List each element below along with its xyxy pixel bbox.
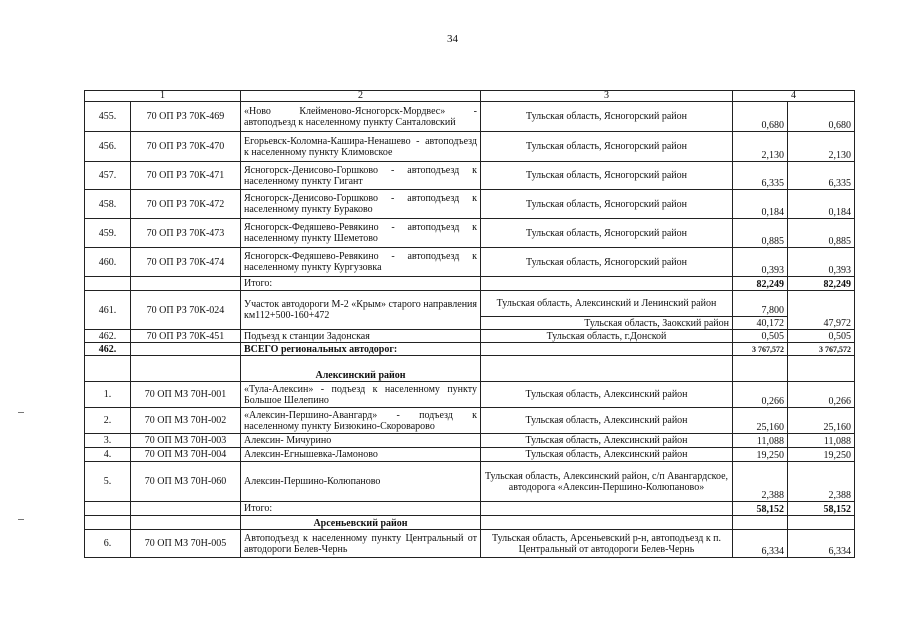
table-row xyxy=(85,448,855,462)
road-total: 6,335 xyxy=(788,162,855,190)
row-number: 459. xyxy=(85,219,131,248)
row-number: 455. xyxy=(85,102,131,132)
row-number: 460. xyxy=(85,248,131,277)
row-number: 456. xyxy=(85,132,131,162)
road-name: Ясногорск-Федяшево-Ревякино - автоподъезд к населенному пункту Шеметово xyxy=(241,219,481,248)
margin-mark xyxy=(18,519,24,520)
road-name: Алексин- Мичурино xyxy=(241,434,481,448)
road-length: 25,160 xyxy=(733,408,788,434)
row-number: 458. xyxy=(85,190,131,219)
subtotal-label: Итого: xyxy=(241,277,481,291)
road-location: Тульская область, Ясногорский район xyxy=(481,219,733,248)
road-name: Алексин-Першино-Колюпаново xyxy=(241,462,481,502)
table-row xyxy=(85,330,855,343)
table-row xyxy=(85,530,855,558)
road-code: 70 ОП МЗ 70Н-002 xyxy=(131,408,241,434)
road-length: 0,680 xyxy=(733,102,788,132)
road-location: Тульская область, Алексинский район xyxy=(481,448,733,462)
subtotal-total: 58,152 xyxy=(788,502,855,516)
road-length: 2,130 xyxy=(733,132,788,162)
road-location: Тульская область, Ясногорский район xyxy=(481,190,733,219)
row-number: 6. xyxy=(85,530,131,558)
road-code: 70 ОП МЗ 70Н-003 xyxy=(131,434,241,448)
road-code: 70 ОП РЗ 70К-474 xyxy=(131,248,241,277)
road-location: Тульская область, Ясногорский район xyxy=(481,102,733,132)
subtotal-row xyxy=(85,502,855,516)
table-row xyxy=(85,219,855,248)
grand-total-number: 462. xyxy=(85,343,131,356)
road-total: 0,505 xyxy=(788,330,855,343)
road-name: Участок автодороги М-2 «Крым» старого направления км112+500-160+472 xyxy=(241,291,481,330)
road-length: 0,393 xyxy=(733,248,788,277)
road-length: 6,335 xyxy=(733,162,788,190)
road-code: 70 ОП МЗ 70Н-004 xyxy=(131,448,241,462)
road-location: Тульская область, г.Донской xyxy=(481,330,733,343)
road-location: Тульская область, Ясногорский район xyxy=(481,162,733,190)
grand-total-row xyxy=(85,343,855,356)
road-name: «Алексин-Першино-Авангард» - подъезд к населенному пункту Бизюкино-Скороварово xyxy=(241,408,481,434)
road-length: 11,088 xyxy=(733,434,788,448)
row-number: 4. xyxy=(85,448,131,462)
column-header-2: 2 xyxy=(241,91,481,102)
table-row xyxy=(85,162,855,190)
row-number: 5. xyxy=(85,462,131,502)
road-name: Алексин-Егнышевка-Ламоново xyxy=(241,448,481,462)
margin-mark xyxy=(18,412,24,413)
grand-total-label: ВСЕГО региональных автодорог: xyxy=(241,343,481,356)
road-total: 6,334 xyxy=(788,530,855,558)
section-title: Алексинский район xyxy=(241,356,481,382)
section-header-row xyxy=(85,516,855,530)
road-code: 70 ОП РЗ 70К-451 xyxy=(131,330,241,343)
road-code: 70 ОП МЗ 70Н-001 xyxy=(131,382,241,408)
grand-total-total: 3 767,572 xyxy=(788,343,855,356)
road-total: 0,680 xyxy=(788,102,855,132)
road-length: 7,800 xyxy=(733,291,788,317)
road-location: Тульская область, Алексинский и Ленинский район xyxy=(481,291,733,317)
road-total: 0,393 xyxy=(788,248,855,277)
row-number: 3. xyxy=(85,434,131,448)
subtotal-label: Итого: xyxy=(241,502,481,516)
section-header-row xyxy=(85,356,855,382)
table-row xyxy=(85,408,855,434)
row-number: 462. xyxy=(85,330,131,343)
roads-register-table xyxy=(84,90,855,558)
table-row xyxy=(85,102,855,132)
subtotal-total: 82,249 xyxy=(788,277,855,291)
road-code: 70 ОП РЗ 70К-473 xyxy=(131,219,241,248)
road-total: 0,266 xyxy=(788,382,855,408)
road-length: 0,266 xyxy=(733,382,788,408)
table-row xyxy=(85,382,855,408)
road-code: 70 ОП РЗ 70К-472 xyxy=(131,190,241,219)
road-length: 6,334 xyxy=(733,530,788,558)
column-header-3: 3 xyxy=(481,91,733,102)
road-total: 0,885 xyxy=(788,219,855,248)
column-header-1: 1 xyxy=(85,91,241,102)
road-location: Тульская область, Алексинский район xyxy=(481,408,733,434)
subtotal-row xyxy=(85,277,855,291)
road-length: 0,885 xyxy=(733,219,788,248)
row-number: 1. xyxy=(85,382,131,408)
row-number: 457. xyxy=(85,162,131,190)
road-location: Тульская область, Алексинский район xyxy=(481,434,733,448)
road-total: 47,972 xyxy=(788,291,855,330)
road-location: Тульская область, Ясногорский район xyxy=(481,132,733,162)
road-name: Автоподъезд к населенному пункту Центральный от автодороги Белев-Чернь xyxy=(241,530,481,558)
row-number: 2. xyxy=(85,408,131,434)
road-location: Тульская область, Алексинский район, с/п Авангардское, автодорога «Алексин-Першино-Колюпаново» xyxy=(481,462,733,502)
road-location: Тульская область, Заокский район xyxy=(481,317,733,330)
page-number: 34 xyxy=(447,33,458,45)
road-code: 70 ОП РЗ 70К-470 xyxy=(131,132,241,162)
road-code: 70 ОП РЗ 70К-469 xyxy=(131,102,241,132)
road-total: 2,388 xyxy=(788,462,855,502)
road-length: 2,388 xyxy=(733,462,788,502)
road-total: 2,130 xyxy=(788,132,855,162)
road-length: 0,184 xyxy=(733,190,788,219)
road-length: 19,250 xyxy=(733,448,788,462)
table-row xyxy=(85,434,855,448)
row-number: 461. xyxy=(85,291,131,330)
road-name: «Ново Клейменово-Ясногорск-Мордвес» - автоподъезд к населенному пункту Санталовский xyxy=(241,102,481,132)
road-code: 70 ОП МЗ 70Н-005 xyxy=(131,530,241,558)
road-location: Тульская область, Ясногорский район xyxy=(481,248,733,277)
road-length: 0,505 xyxy=(733,330,788,343)
road-code: 70 ОП РЗ 70К-471 xyxy=(131,162,241,190)
road-name: Ясногорск-Денисово-Горшково - автоподъезд к населенному пункту Бураково xyxy=(241,190,481,219)
subtotal-length: 58,152 xyxy=(733,502,788,516)
road-total: 19,250 xyxy=(788,448,855,462)
section-title: Арсеньевский район xyxy=(241,516,481,530)
road-name: Ясногорск-Денисово-Горшково - автоподъезд к населенному пункту Гигант xyxy=(241,162,481,190)
road-name: Подъезд к станции Задонская xyxy=(241,330,481,343)
road-code: 70 ОП МЗ 70Н-060 xyxy=(131,462,241,502)
road-name: Ясногорск-Федяшево-Ревякино - автоподъезд к населенному пункту Кургузовка xyxy=(241,248,481,277)
table-row xyxy=(85,291,855,317)
road-name: Егорьевск-Коломна-Кашира-Ненашево - автоподъезд к населенному пункту Климовское xyxy=(241,132,481,162)
table-row xyxy=(85,132,855,162)
grand-total-length: 3 767,572 xyxy=(733,343,788,356)
column-header-row xyxy=(85,91,855,102)
road-code: 70 ОП РЗ 70К-024 xyxy=(131,291,241,330)
road-total: 0,184 xyxy=(788,190,855,219)
table-row xyxy=(85,248,855,277)
column-header-4: 4 xyxy=(733,91,855,102)
road-location: Тульская область, Арсеньевский р-н, автоподъезд к п. Центральный от автодороги Белев-Чернь xyxy=(481,530,733,558)
road-name: «Тула-Алексин» - подъезд к населенному пункту Большое Шелепино xyxy=(241,382,481,408)
road-location: Тульская область, Алексинский район xyxy=(481,382,733,408)
road-total: 25,160 xyxy=(788,408,855,434)
subtotal-length: 82,249 xyxy=(733,277,788,291)
table-row xyxy=(85,190,855,219)
table-row xyxy=(85,462,855,502)
road-total: 11,088 xyxy=(788,434,855,448)
road-length: 40,172 xyxy=(733,317,788,330)
